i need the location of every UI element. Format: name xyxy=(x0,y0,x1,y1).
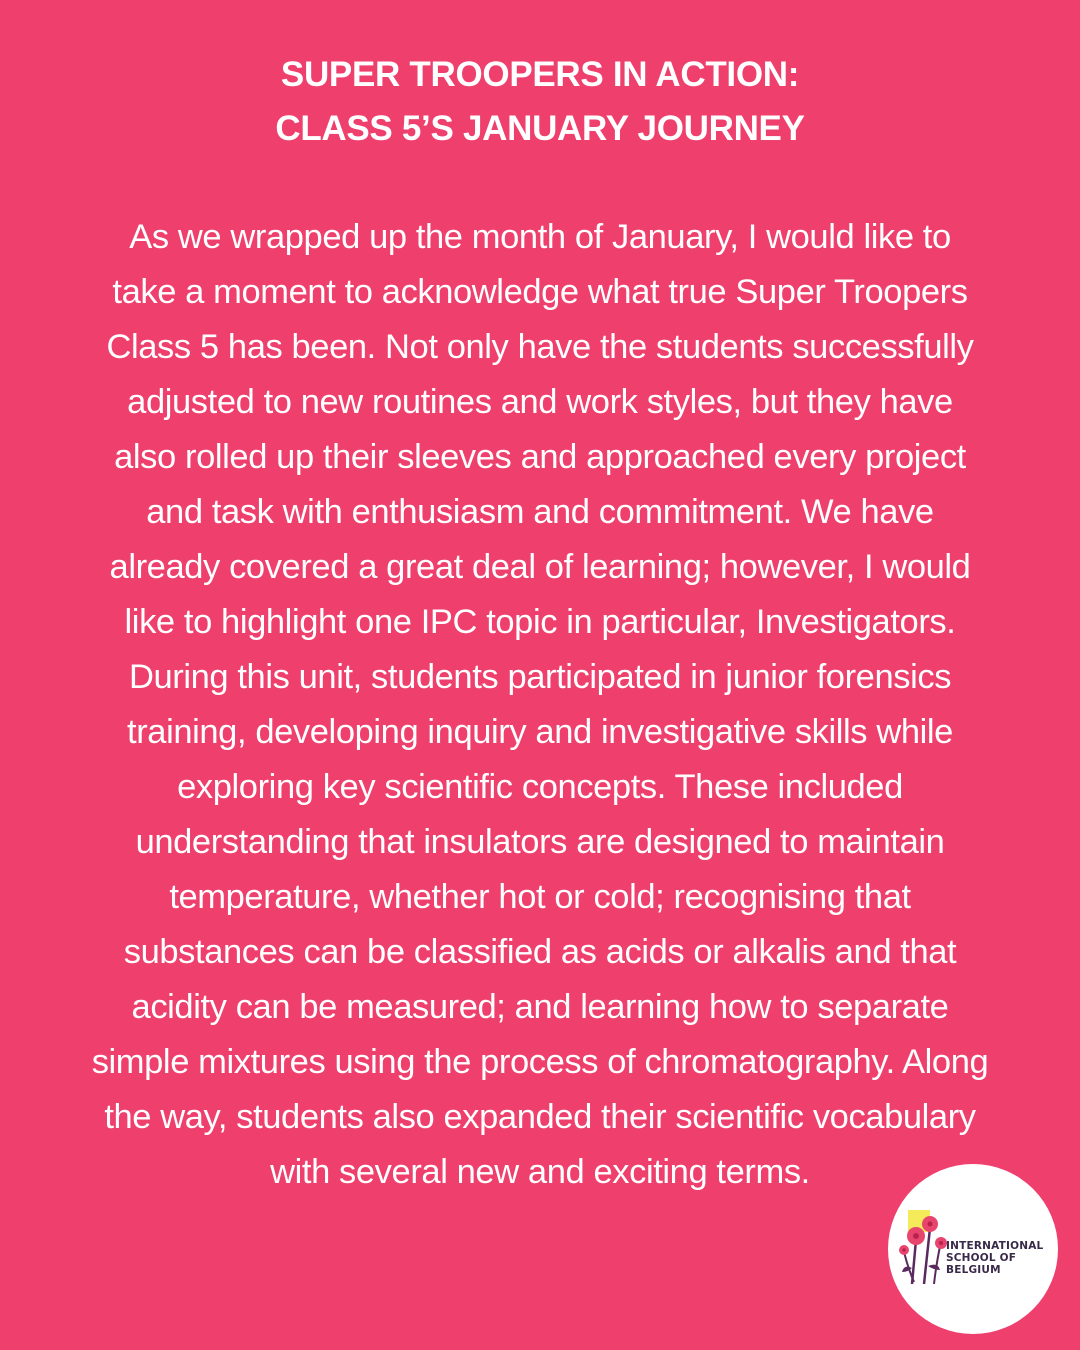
title-line-2: CLASS 5’S JANUARY JOURNEY xyxy=(275,109,805,148)
school-name-line-2: SCHOOL OF xyxy=(946,1252,1017,1264)
body-line: temperature, whether hot or cold; recognising that xyxy=(169,878,911,916)
body-line: substances can be classified as acids or alkalis and that xyxy=(123,933,957,971)
body-line: Class 5 has been. Not only have the students successfully xyxy=(106,328,974,366)
body-line: exploring key scientific concepts. These included xyxy=(177,768,903,806)
body-line: As we wrapped up the month of January, I would like to xyxy=(129,218,951,256)
body-line: also rolled up their sleeves and approached every project xyxy=(114,438,966,476)
body-line: During this unit, students participated in junior forensics xyxy=(128,658,952,696)
body-line: acidity can be measured; and learning how to separate xyxy=(131,988,949,1026)
school-name xyxy=(946,1240,1056,1276)
page-title xyxy=(0,48,1080,156)
body-line: already covered a great deal of learning; however, I would xyxy=(109,548,971,586)
body-line: with several new and exciting terms. xyxy=(270,1153,810,1191)
school-logo xyxy=(888,1164,1058,1334)
body-line: understanding that insulators are designed to maintain xyxy=(135,823,945,861)
body-line: adjusted to new routines and work styles, but they have xyxy=(127,383,953,421)
body-paragraph xyxy=(12,210,1068,1200)
school-name-line-1: INTERNATIONAL xyxy=(946,1240,1044,1252)
poppy-flowers-icon xyxy=(894,1206,952,1286)
body-line: like to highlight one IPC topic in particular, Investigators. xyxy=(124,603,956,641)
title-line-1: SUPER TROOPERS IN ACTION: xyxy=(280,55,800,94)
body-line: and task with enthusiasm and commitment. We have xyxy=(146,493,934,531)
school-name-line-3: BELGIUM xyxy=(946,1264,1001,1276)
body-line: training, developing inquiry and investigative skills while xyxy=(127,713,953,751)
body-line: take a moment to acknowledge what true Super Troopers xyxy=(112,273,968,311)
body-line: the way, students also expanded their scientific vocabulary xyxy=(104,1098,976,1136)
body-line: simple mixtures using the process of chromatography. Along xyxy=(91,1043,989,1081)
